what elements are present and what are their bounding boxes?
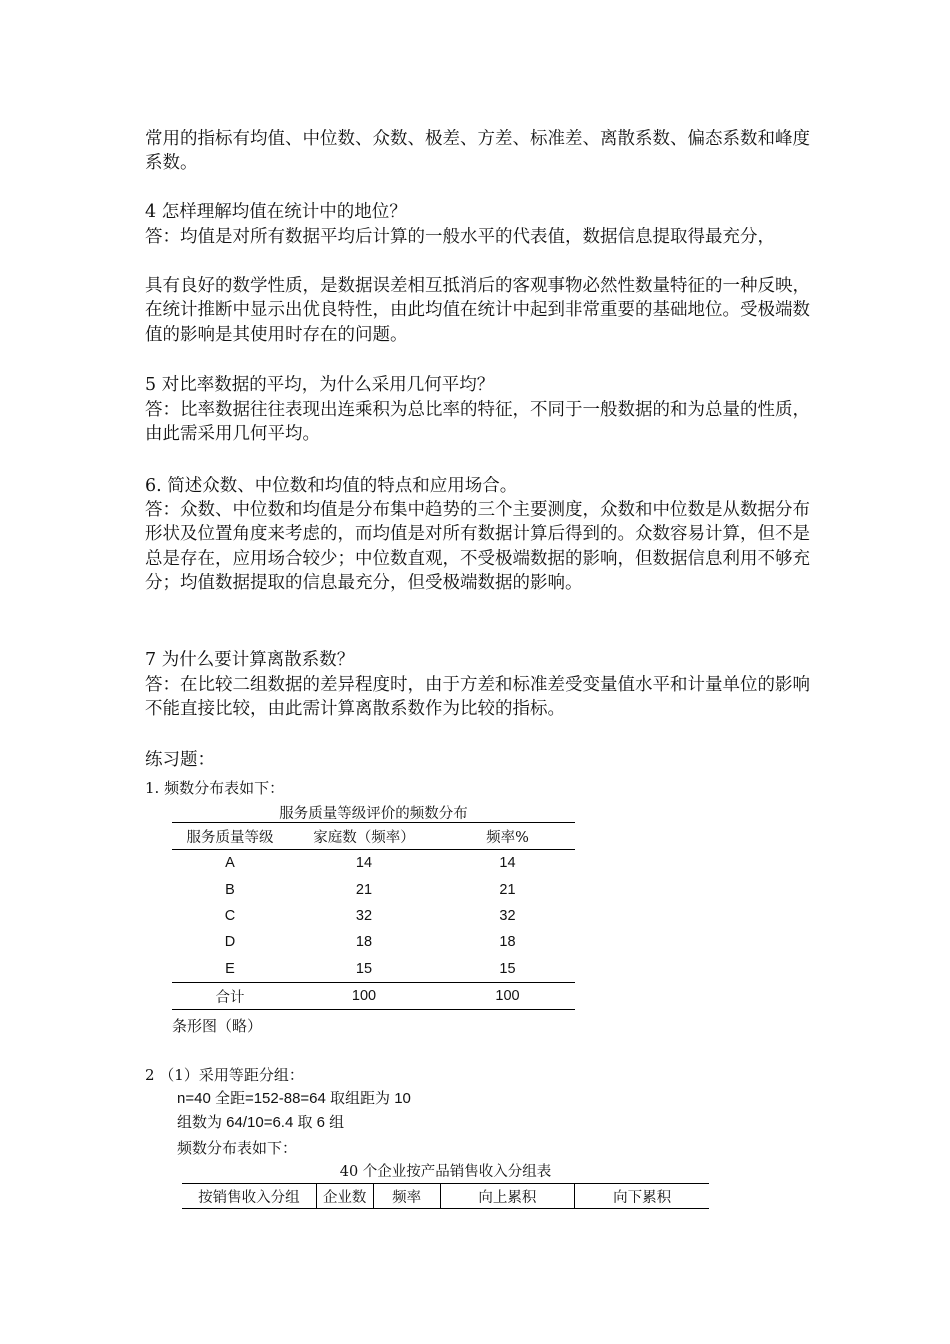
table-cell: B <box>225 881 235 898</box>
table-cell: A <box>225 855 235 872</box>
exercise-1-intro: 1. 频数分布表如下： <box>145 779 285 797</box>
exercise-2-groups: 组数为 64/10=6.4 取 6 组 <box>177 1114 345 1131</box>
table-header: 频率% <box>440 823 575 850</box>
answer-4-part1: 答：均值是对所有数据平均后计算的一般水平的代表值，数据信息提取得最充分， <box>145 227 775 247</box>
answer-5: 答：比率数据往往表现出连乘积为总比率的特征，不同于一般数据的和为总量的性质，由此需采用几何平均。 <box>145 400 810 445</box>
table-header: 企业数 <box>316 1184 373 1209</box>
table-cell: 14 <box>499 855 516 872</box>
table-header: 服务质量等级 <box>172 823 288 850</box>
table-header: 按销售收入分组 <box>182 1184 316 1209</box>
table-cell: 21 <box>355 881 373 898</box>
table-row <box>172 956 575 983</box>
frequency-table <box>172 805 575 1010</box>
exercises-heading: 练习题： <box>145 750 215 770</box>
table-header: 向下累积 <box>575 1184 709 1209</box>
table-cell: 21 <box>499 881 516 898</box>
table-cell: 18 <box>355 934 373 951</box>
table-cell: 合计 <box>172 982 288 1009</box>
table-cell: 32 <box>499 907 516 924</box>
table-header: 家庭数（频率） <box>288 823 440 850</box>
table-row <box>172 850 575 877</box>
table-total-row <box>172 982 575 1009</box>
answer-7: 答：在比较二组数据的差异程度时，由于方差和标准差受变量值水平和计量单位的影响不能直接比较，由此需计算离散系数作为比较的指标。 <box>145 675 810 720</box>
question-5: 5 对比率数据的平均，为什么采用几何平均？ <box>145 375 495 395</box>
sales-group-table <box>182 1163 709 1209</box>
table-cell: 100 <box>440 982 575 1009</box>
paragraph-indicators: 常用的指标有均值、中位数、众数、极差、方差、标准差、离散系数、偏态系数和峰度系数。 <box>145 129 810 174</box>
answer-6: 答：众数、中位数和均值是分布集中趋势的三个主要测度，众数和中位数是从数据分布形状及位置角度来考虑的，而均值是对所有数据计算后得到的。众数容易计算，但不是总是存在，应用场合较少；中位数直观，不受极端数据的影响，但数据信息利用不够充分；均值数据提取的信息最充分，但受极端数据的影响。 <box>145 500 810 594</box>
answer-4-part2: 具有良好的数学性质，是数据误差相互抵消后的客观事物必然性数量特征的一种反映，在统计推断中显示出优良特性，由此均值在统计中起到非常重要的基础地位。受极端数值的影响是其使用时存在的问题。 <box>145 276 810 345</box>
table-cell: 14 <box>355 855 373 872</box>
frequency-table-caption: 服务质量等级评价的频数分布 <box>279 806 468 822</box>
table-cell: E <box>225 960 235 977</box>
table-row <box>172 876 575 902</box>
table-cell: D <box>224 934 236 951</box>
exercise-2-range: n=40 全距=152-88=64 取组距为 10 <box>177 1090 411 1107</box>
question-6: 6. 简述众数、中位数和均值的特点和应用场合。 <box>145 476 518 496</box>
sales-group-table-caption: 40 个企业按产品销售收入分组表 <box>339 1164 552 1180</box>
exercise-2-intro: 2 （1）采用等距分组： <box>145 1066 304 1084</box>
table-cell: 15 <box>499 960 516 977</box>
table-row <box>172 903 575 929</box>
table-row <box>172 929 575 955</box>
exercise-2-table-intro: 频数分布表如下： <box>177 1139 298 1157</box>
question-4: 4 怎样理解均值在统计中的地位？ <box>145 202 407 222</box>
table-cell: C <box>224 907 236 924</box>
table-cell: 15 <box>355 960 373 977</box>
table-header: 向上累积 <box>440 1184 575 1209</box>
question-7: 7 为什么要计算离散系数？ <box>145 650 355 670</box>
table-cell: 100 <box>288 982 440 1009</box>
table-header: 频率 <box>373 1184 440 1209</box>
bar-chart-note: 条形图（略） <box>172 1017 263 1035</box>
table-cell: 32 <box>355 907 373 924</box>
table-cell: 18 <box>499 934 516 951</box>
